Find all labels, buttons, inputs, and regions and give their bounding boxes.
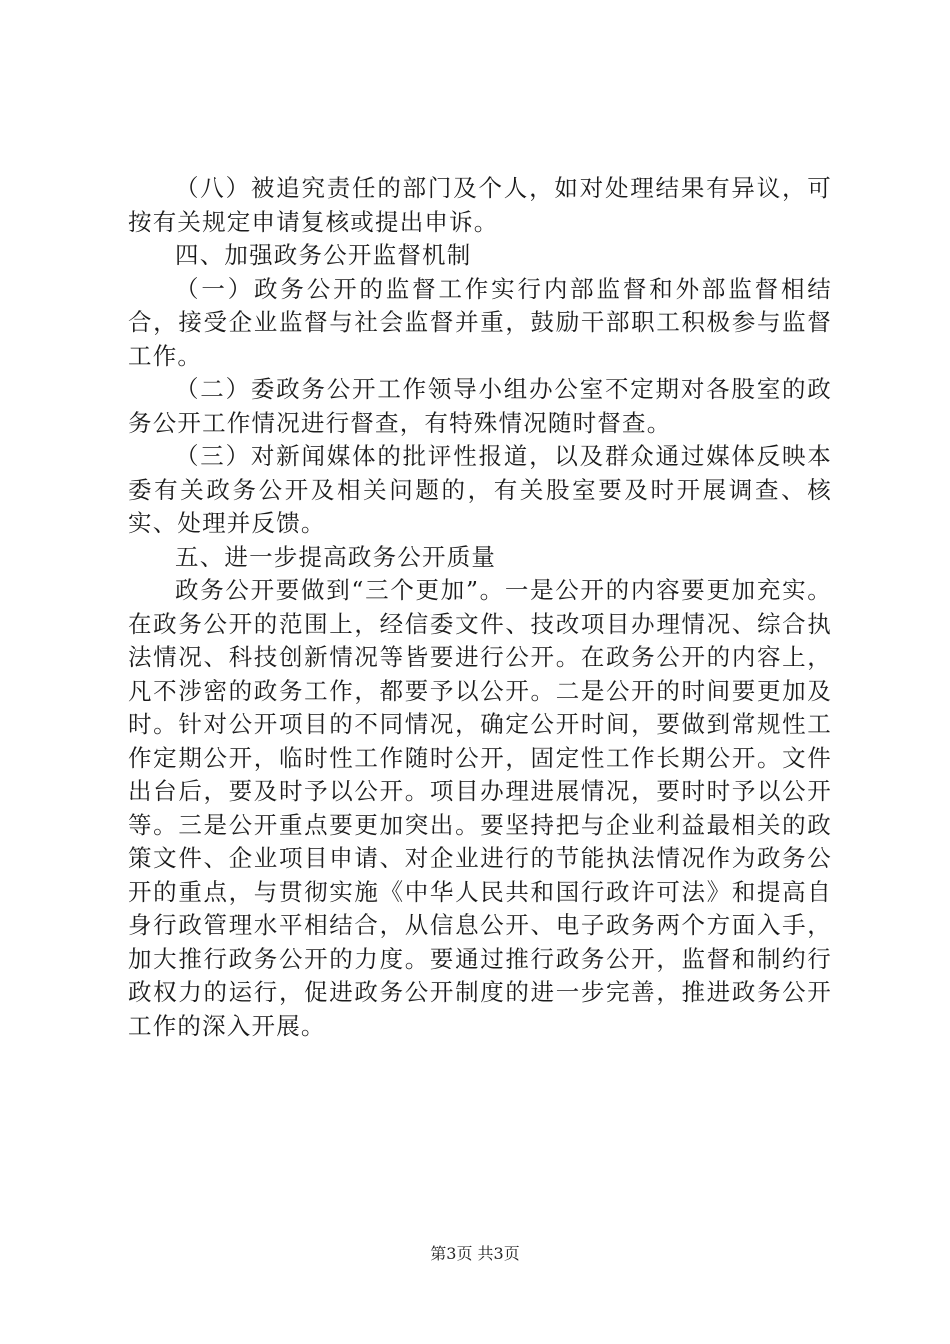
section-heading-supervision: 四、加强政务公开监督机制: [175, 241, 472, 269]
paragraph-appeal-clause: （八）被追究责任的部门及个人，如对处理结果有异议，可按有关规定申请复核或提出申诉。: [128, 174, 832, 236]
paragraph-supervision-3: （三）对新闻媒体的批评性报道，以及群众通过媒体反映本委有关政务公开及相关问题的，有关股室要及时开展调查、核实、处理并反馈。: [128, 442, 832, 537]
paragraph-supervision-1: （一）政务公开的监督工作实行内部监督和外部监督相结合，接受企业监督与社会监督并重，鼓励干部职工积极参与监督工作。: [128, 274, 832, 370]
section-heading-quality: 五、进一步提高政务公开质量: [175, 542, 497, 571]
paragraph-supervision-2: （二）委政务公开工作领导小组办公室不定期对各股室的政务公开工作情况进行督查，有特殊情况随时督查。: [128, 375, 832, 437]
document-body: [128, 172, 832, 1043]
paragraph-quality: 政务公开要做到“三个更加”。一是公开的内容要更加充实。在政务公开的范围上，经信委文件、技改项目办理情况、综合执法情况、科技创新情况等皆要进行公开。在政务公开的内容上，凡不涉密的政务工作，都要予以公开。二是公开的时间要更加及时。针对公开项目的不同情况，确定公开时间，要做到常规性工作定期公开，临时性工作随时公开，固定性工作长期公开。文件出台后，要及时予以公开。项目办理进展情况，要时时予以公开等。三是公开重点要更加突出。要坚持把与企业利益最相关的政策文件、企业项目申请、对企业进行的节能执法情况作为政务公开的重点，与贯彻实施《中华人民共和国行政许可法》和提高自身行政管理水平相结合，从信息公开、电子政务两个方面入手，加大推行政务公开的力度。要通过推行政务公开，监督和制约行政权力的运行，促进政务公开制度的进一步完善，推进政务公开工作的深入开展。: [128, 576, 832, 1040]
page-footer: 第3页 共3页: [430, 1244, 520, 1263]
